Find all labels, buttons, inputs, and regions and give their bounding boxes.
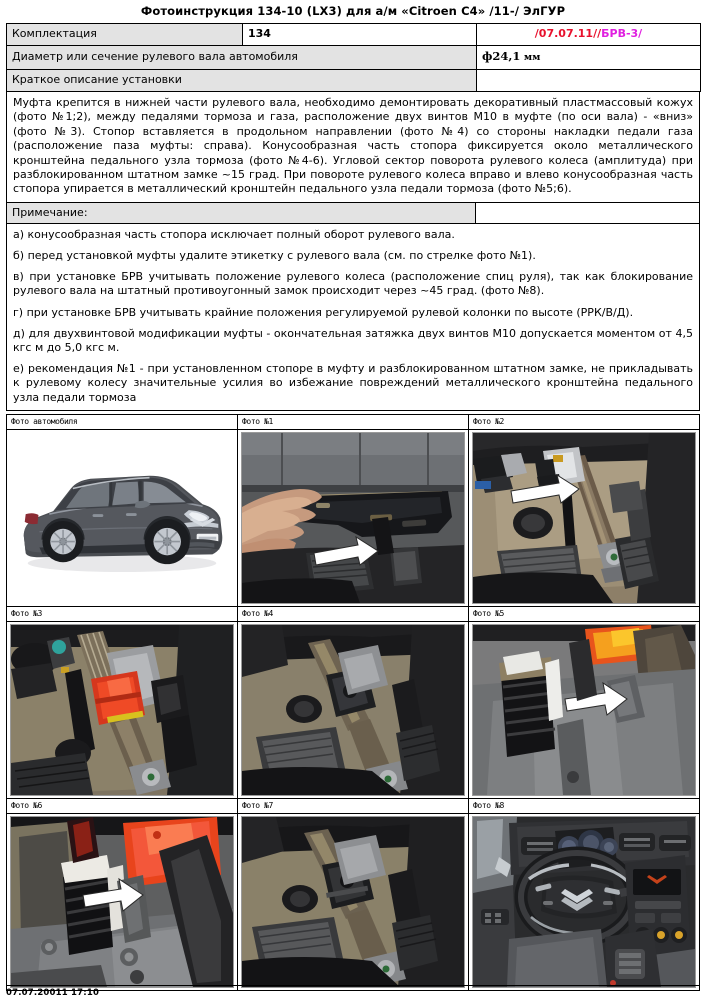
photo-caption-2: Фото №2 [469, 414, 700, 429]
info-value-short-description [477, 70, 701, 92]
photo-3-illustration [11, 625, 233, 795]
note-item-b: б) перед установкой муфты удалите этикетку с рулевого вала (см. по стрелке фото №1). [13, 249, 536, 263]
notes-header-row [6, 203, 700, 224]
info-table [6, 23, 701, 92]
photo-car-image [10, 432, 234, 604]
info-label-short-description: Краткое описание установки [7, 70, 477, 92]
photo-caption-row-3 [7, 798, 700, 813]
info-value-komplektacia: 134 [243, 24, 477, 46]
photo-2-illustration [473, 433, 695, 603]
photo-cell-4 [238, 621, 469, 798]
photo-2-image [472, 432, 696, 604]
code-date: /07.07.11// [534, 27, 602, 40]
photo-caption-7: Фото №7 [238, 798, 469, 813]
photo-4-illustration [242, 625, 464, 795]
photo-6 [7, 814, 237, 990]
note-item-e: е) рекомендация №1 - при установленном стопоре в муфту и разблокированном штатном замке, не прикладывать к рулевому колесу значительные усилия во избежание повреждений металлического кронштейна педального узла педали тормоза [13, 362, 693, 404]
photo-4-image [241, 624, 465, 796]
note-item-v: в) при установке БРВ учитывать положение рулевого колеса (расположение спиц руля), так как блокирование рулевого вала на штатный противоугонный замок происходит через ~45 град. (фото №8). [13, 270, 693, 298]
photo-cell-3 [7, 621, 238, 798]
photo-5-illustration [473, 625, 695, 795]
code-model: БРВ-3/ [601, 27, 643, 40]
photo-caption-3: Фото №3 [7, 606, 238, 621]
photo-car [7, 430, 237, 606]
photo-row-2 [7, 621, 700, 798]
table-row-diameter [7, 46, 701, 70]
photo-1-illustration [242, 433, 464, 603]
info-label-diameter: Диаметр или сечение рулевого вала автомобиля [7, 46, 477, 70]
photo-1-image [241, 432, 465, 604]
diameter-number: ф24,1 [482, 49, 521, 63]
photo-5 [469, 622, 699, 798]
photo-caption-car: Фото автомобиля [7, 414, 238, 429]
notes-header-blank [476, 203, 700, 224]
photo-row-3 [7, 813, 700, 990]
info-label-komplektacia: Комплектация [7, 24, 243, 46]
photo-6-image [10, 816, 234, 988]
description-paragraph: Муфта крепится в нижней части рулевого вала, необходимо демонтировать декоративный пластмассовый кожух (фото №1;2), между педалями тормоза и газа, расположение двух винтов М10 в муфте (по оси вала) - «вниз» (фото №3). Стопор вставляется в продольном направлении (фото №4) со стороны накладки педали газа (расположение паза муфты: справа). Конусообразная часть стопора фиксируется около металлического кронштейна педального узла тормоза (фото №4-6). Угловой сектор поворота рулевого колеса (амплитуда) при разблокированном штатном замке ~15 град. При повороте рулевого колеса вправо и влево конусообразная часть стопора упирается в металлический кронштейн педального узла педали тормоза (фото №5;6). [13, 96, 693, 196]
photo-cell-8 [469, 813, 700, 990]
photo-cell-2 [469, 429, 700, 606]
photo-caption-6: Фото №6 [7, 798, 238, 813]
photo-row-1 [7, 429, 700, 606]
photo-3-image [10, 624, 234, 796]
photo-8-image [472, 816, 696, 988]
photo-cell-1 [238, 429, 469, 606]
photo-1 [238, 430, 468, 606]
photo-4 [238, 622, 468, 798]
footer-timestamp: 07.07.20011 17:10 [6, 985, 700, 998]
photo-cell-6 [7, 813, 238, 990]
photo-caption-row-1 [7, 414, 700, 429]
note-item-a: а) конусообразная часть стопора исключает полный оборот рулевого вала. [13, 227, 455, 241]
front-wheel [144, 516, 191, 564]
note-item-g: г) при установке БРВ учитывать крайние положения регулируемой рулевой колонки по высоте (РРК/В/Д). [13, 305, 634, 319]
photo-8 [469, 814, 699, 990]
photo-cell-7 [238, 813, 469, 990]
photo-2 [469, 430, 699, 606]
diameter-unit: мм [523, 52, 541, 63]
photo-8-illustration [473, 817, 695, 987]
photo-7-image [241, 816, 465, 988]
photo-grid [6, 414, 700, 991]
photo-caption-row-2 [7, 606, 700, 621]
photo-caption-4: Фото №4 [238, 606, 469, 621]
rear-wheel [41, 518, 84, 562]
photo-3 [7, 622, 237, 798]
photo-caption-1: Фото №1 [238, 414, 469, 429]
table-row-komplektacia [7, 24, 701, 46]
photo-5-image [472, 624, 696, 796]
table-row-short-description [7, 70, 701, 92]
car-illustration [10, 432, 234, 604]
photo-6-illustration [11, 817, 233, 987]
notes-header-label: Примечание: [6, 203, 476, 224]
photo-cell-car [7, 429, 238, 606]
photo-caption-5: Фото №5 [469, 606, 700, 621]
photo-7 [238, 814, 468, 990]
description-box [6, 92, 700, 203]
page-title: Фотоинструкция 134-10 (LX3) для а/м «Citroen C4» /11-/ ЭлГУР [140, 4, 566, 18]
photo-cell-5 [469, 621, 700, 798]
photo-7-illustration [242, 817, 464, 987]
notes-box [6, 224, 700, 411]
info-code-cell [477, 24, 701, 46]
note-item-d: д) для двухвинтовой модификации муфты - окончательная затяжка двух винтов М10 допускается моментом от 4,5 кгс м до 5,0 кгс м. [13, 326, 693, 355]
info-value-diameter [477, 46, 701, 70]
photo-caption-8: Фото №8 [469, 798, 700, 813]
